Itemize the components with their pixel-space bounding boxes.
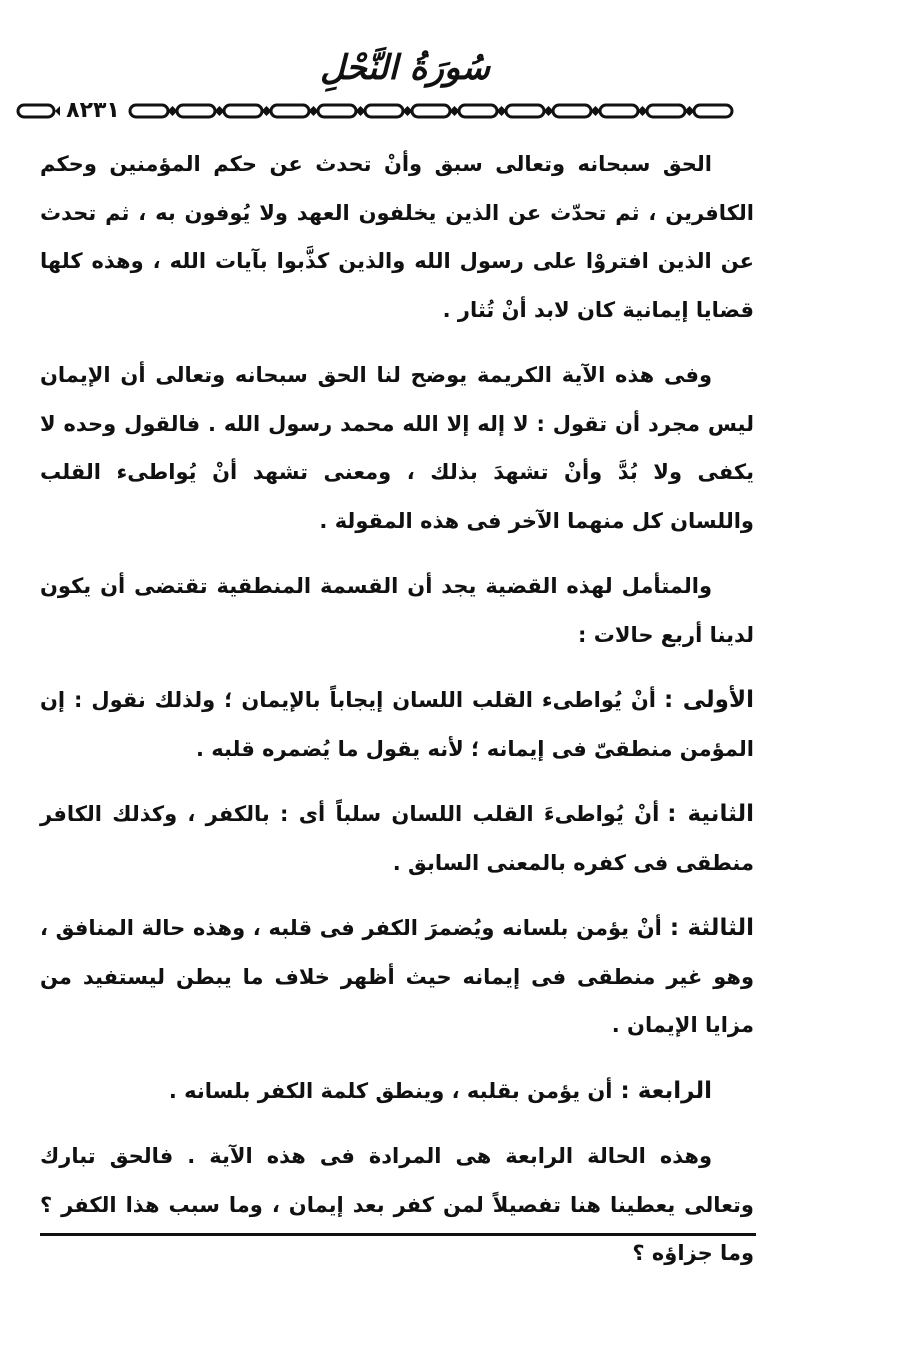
footer-divider bbox=[40, 1233, 756, 1236]
paragraph-cases-intro: والمتأمل لهذه القضية يجد أن القسمة المنطقية تقتضى أن يكون لدينا أربع حالات : bbox=[40, 574, 754, 647]
case-text: أنْ يؤمن بلسانه ويُضمرَ الكفر فى قلبه ، وهذه حالة المنافق ، وهو غير منطقى فى إيمانه حيث أظهر خلاف ما يبطن ليستفيد من مزايا الإيمان . bbox=[40, 916, 754, 1037]
case-text: أن يؤمن بقلبه ، وينطق كلمة الكفر بلسانه . bbox=[168, 1078, 613, 1103]
case-second bbox=[40, 790, 754, 887]
case-third bbox=[40, 904, 754, 1050]
paragraph-closing: وهذه الحالة الرابعة هى المرادة فى هذه الآية . فالحق تبارك وتعالى يعطينا هنا تفصيلاً لمن كفر بعد إيمان ، وما سبب هذا الكفر ؟ وما جزاؤه ؟ bbox=[40, 1144, 754, 1265]
chain-ornament-icon bbox=[14, 96, 776, 126]
body-text bbox=[40, 140, 754, 1295]
case-label: الرابعة : bbox=[620, 1077, 712, 1104]
case-label: الأولى : bbox=[663, 687, 754, 713]
case-label: الثانية : bbox=[667, 801, 754, 827]
surah-title: سُورَةُ النَّحْلِ bbox=[320, 48, 490, 88]
case-text: أنْ يُواطىء القلب اللسان إيجاباً بالإيمان ؛ ولذلك نقول : إن المؤمن منطقىّ فى إيمانه ؛ لأنه يقول ما يُضمره قلبه . bbox=[40, 688, 754, 761]
case-fourth bbox=[40, 1067, 754, 1116]
case-label: الثالثة : bbox=[669, 915, 754, 941]
page-number: ٨٢٣١ bbox=[60, 96, 126, 126]
paragraph-faith: وفى هذه الآية الكريمة يوضح لنا الحق سبحانه وتعالى أن الإيمان ليس مجرد أن تقول : لا إله إلا الله محمد رسول الله . فالقول وحده لا يكفى ولا بُدَّ وأنْ تشهدَ بذلك ، ومعنى تشهد أنْ يُواطىء القلب واللسان كل منهما الآخر فى هذه المقولة . bbox=[40, 363, 754, 533]
case-first bbox=[40, 676, 754, 773]
paragraph-intro: الحق سبحانه وتعالى سبق وأنْ تحدث عن حكم المؤمنين وحكم الكافرين ، ثم تحدّث عن الذين يخلفون العهد ولا يُوفون به ، ثم تحدث عن الذين افتروْا على رسول الله والذين كذَّبوا بآيات الله ، وهذه كلها قضايا إيمانية كان لابد أنْ تُثار . bbox=[40, 152, 754, 322]
case-text: أنْ يُواطىءَ القلب اللسان سلباً أى : بالكفر ، وكذلك الكافر منطقى فى كفره بالمعنى السابق . bbox=[40, 802, 754, 875]
